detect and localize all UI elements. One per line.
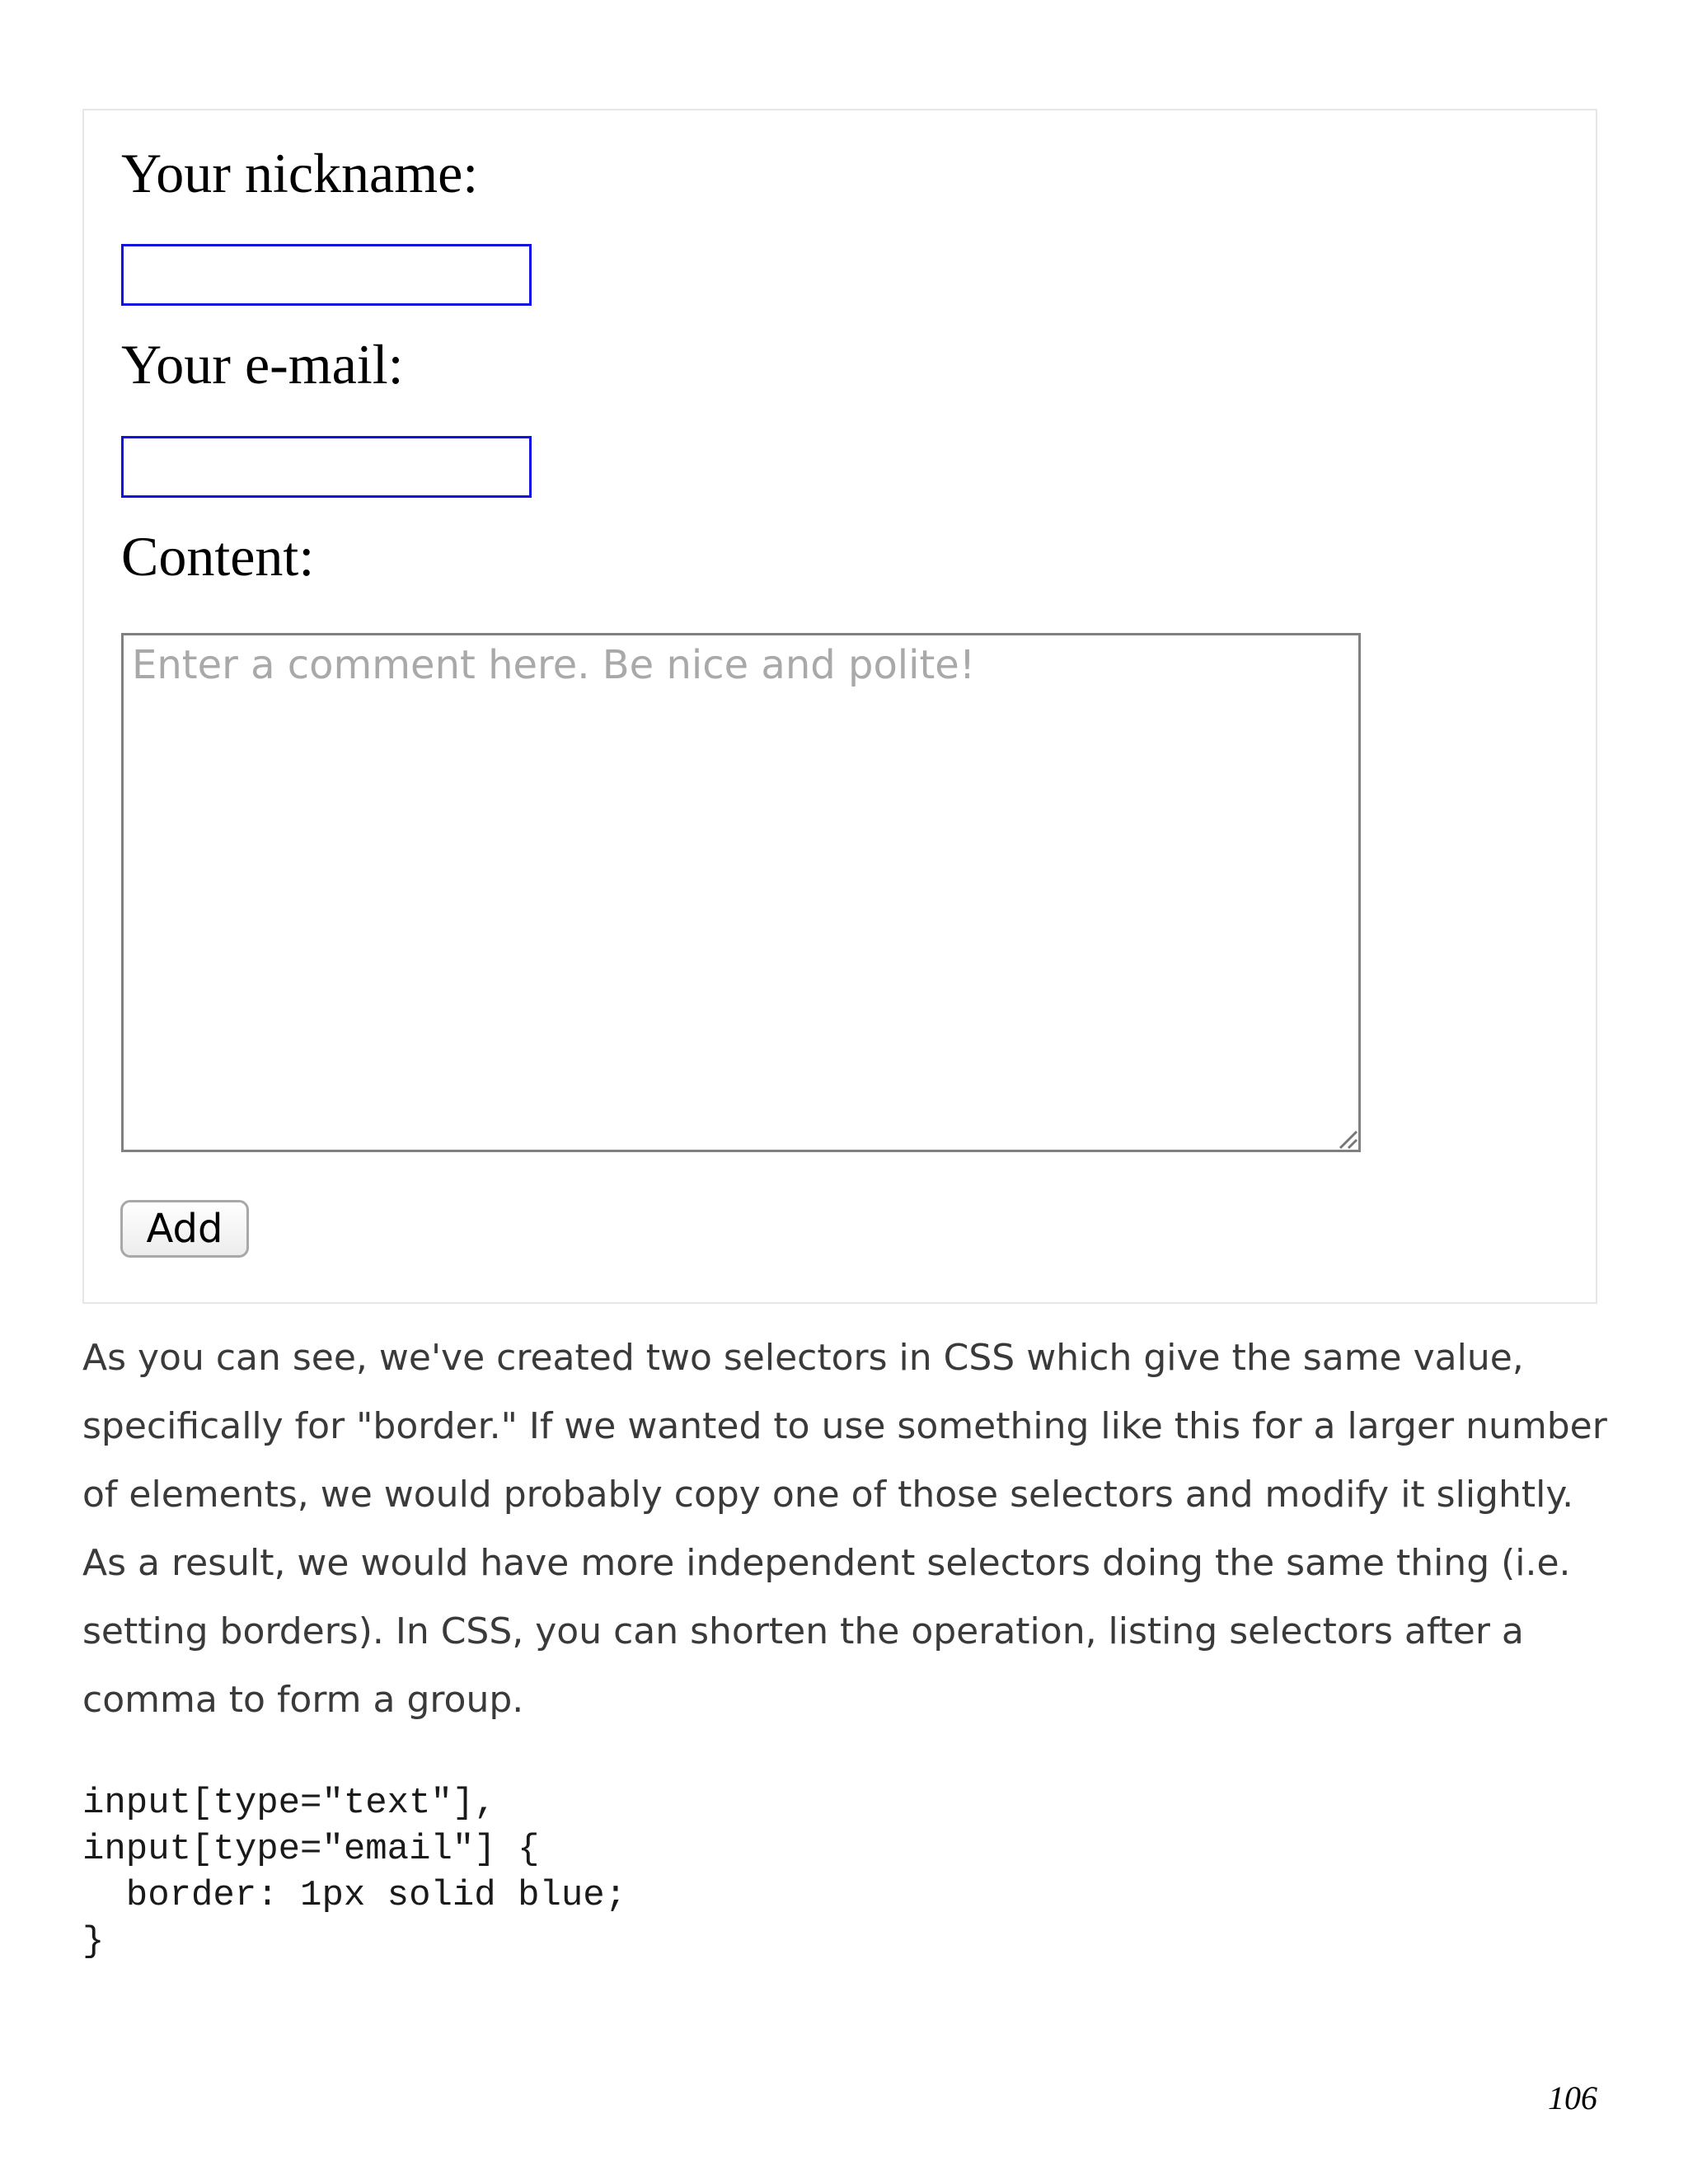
content-label: Content: <box>121 525 315 588</box>
form-demo-frame <box>82 109 1597 1304</box>
explanation-paragraph: As you can see, we've created two selectors in CSS which give the same value, specifically for "border." If we wanted to use something like this for a larger number of elements, we would probably copy one of those selectors and modify it slightly. As a result, we would have more independent selectors doing the same thing (i.e. setting borders). In CSS, you can shorten the operation, listing selectors after a comma to form a group. <box>82 1337 1607 1721</box>
nickname-input[interactable] <box>121 244 532 306</box>
email-input[interactable] <box>121 436 532 498</box>
email-label: Your e-mail: <box>121 333 404 396</box>
css-code-block: input[type="text"], input[type="email"] { border: 1px solid blue; } <box>82 1783 627 1962</box>
resize-grip-icon[interactable] <box>1335 1127 1358 1150</box>
add-button[interactable]: Add <box>120 1200 249 1258</box>
nickname-label: Your nickname: <box>121 142 479 204</box>
content-textarea[interactable] <box>121 633 1361 1152</box>
page-number: 106 <box>1548 2079 1597 2116</box>
